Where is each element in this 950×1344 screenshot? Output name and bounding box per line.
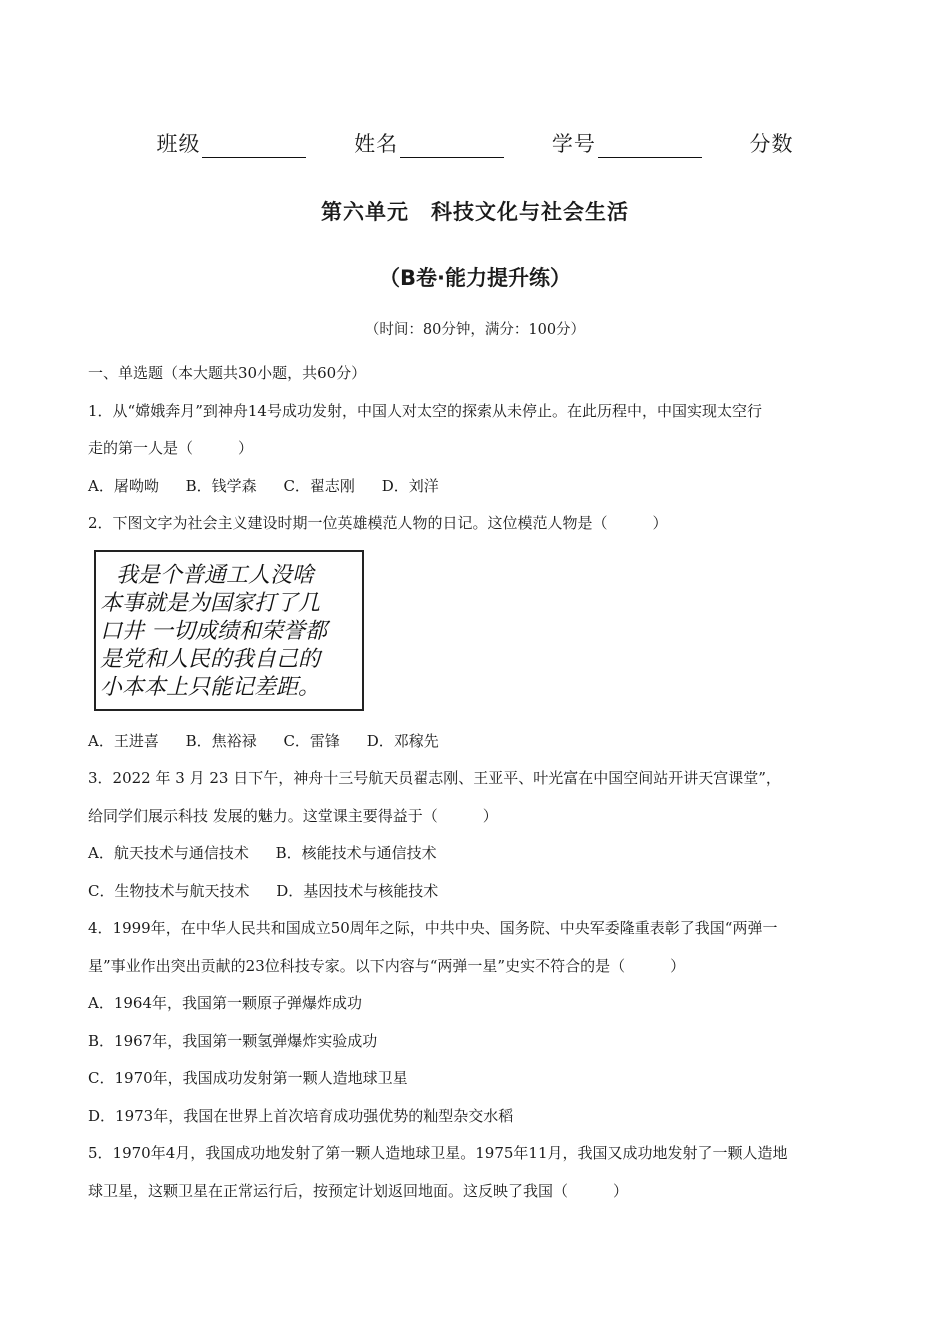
option-d[interactable]: D．1973年，我国在世界上首次培育成功强优势的籼型杂交水稻 xyxy=(88,1106,514,1125)
name-label: 姓名 xyxy=(354,132,399,156)
diary-line: 小本本上只能记差距。 xyxy=(100,674,321,700)
student-id-blank[interactable] xyxy=(598,137,702,158)
unit-title: 第六单元 科技文化与社会生活 xyxy=(321,200,629,224)
time-and-score-info: （时间：80分钟，满分：100分） xyxy=(364,322,586,338)
question-stem-line: 4．1999年，在中华人民共和国成立50周年之际，中共中央、国务院、中央军委隆重表彰了我国“两弹一 xyxy=(88,919,778,937)
question-stem-line: 1．从“嫦娥奔月”到神舟14号成功发射，中国人对太空的探索从未停止。在此历程中，中国实现太空行 xyxy=(88,401,762,420)
option-row xyxy=(88,873,868,911)
option-a[interactable]: A．航天技术与通信技术 xyxy=(88,844,249,862)
diary-handwriting xyxy=(96,552,362,709)
student-info-row xyxy=(0,128,950,158)
question-1 xyxy=(88,393,868,506)
option-d[interactable]: D．刘洋 xyxy=(381,476,439,495)
class-field xyxy=(156,128,306,158)
question-5 xyxy=(88,1135,868,1210)
score-field xyxy=(750,128,794,158)
paper-subtitle: （B卷·能力提升练） xyxy=(379,266,571,290)
student-id-label: 学号 xyxy=(551,132,596,156)
diary-line: 我是个普通工人没啥 xyxy=(116,562,315,588)
option-b[interactable]: B．核能技术与通信技术 xyxy=(275,844,437,862)
question-stem-line: 走的第一人是（ ） xyxy=(88,439,254,457)
option-c[interactable]: C．雷锋 xyxy=(283,731,340,750)
option-a[interactable]: A．王进喜 xyxy=(88,731,159,750)
diary-line: 口井 一切成绩和荣誉都 xyxy=(100,618,327,644)
question-stem-line: 球卫星，这颗卫星在正常运行后，按预定计划返回地面。这反映了我国（ ） xyxy=(88,1181,629,1200)
option-c[interactable]: C．翟志刚 xyxy=(283,476,355,495)
handwritten-diary-image xyxy=(94,550,364,711)
class-label: 班级 xyxy=(156,132,201,156)
student-id-field xyxy=(552,128,702,158)
section-heading: 一、单选题（本大题共30小题，共60分） xyxy=(88,364,367,382)
option-b[interactable]: B．焦裕禄 xyxy=(185,731,257,750)
option-d[interactable]: D．基因技术与核能技术 xyxy=(276,881,439,900)
option-row xyxy=(88,723,868,761)
question-stem-line: 2．下图文字为社会主义建设时期一位英雄模范人物的日记。这位模范人物是（ ） xyxy=(88,514,668,532)
option-b[interactable]: B．钱学森 xyxy=(185,476,257,495)
question-4 xyxy=(88,910,868,1135)
class-blank[interactable] xyxy=(202,137,306,158)
option-c[interactable]: C．生物技术与航天技术 xyxy=(88,881,250,900)
option-row xyxy=(88,835,868,873)
question-stem-line: 5．1970年4月，我国成功地发射了第一颗人造地球卫星。1975年11月，我国又成功地发射了一颗人造地 xyxy=(88,1144,788,1162)
option-d[interactable]: D．邓稼先 xyxy=(366,731,439,750)
question-3 xyxy=(88,760,868,910)
option-a[interactable]: A．屠呦呦 xyxy=(88,476,159,495)
diary-line: 是党和人民的我自己的 xyxy=(100,646,321,672)
score-label: 分数 xyxy=(749,132,794,156)
name-blank[interactable] xyxy=(400,137,504,158)
question-2 xyxy=(88,505,868,760)
option-row xyxy=(88,468,868,506)
diary-line: 本事就是为国家打了几 xyxy=(100,590,321,616)
option-b[interactable]: B．1967年，我国第一颗氢弹爆炸实验成功 xyxy=(88,1031,378,1050)
question-stem-line: 给同学们展示科技 发展的魅力。这堂课主要得益于（ ） xyxy=(88,806,498,825)
option-c[interactable]: C．1970年，我国成功发射第一颗人造地球卫星 xyxy=(88,1069,408,1087)
question-stem-line: 3．2022 年 3 月 23 日下午，神舟十三号航天员翟志刚、王亚平、叶光富在中国空间站开讲天宫课堂”， xyxy=(88,769,781,787)
option-a[interactable]: A．1964年，我国第一颗原子弹爆炸成功 xyxy=(88,994,363,1012)
question-stem-line: 星”事业作出突出贡献的23位科技专家。以下内容与“两弹一星”史实不符合的是（ ） xyxy=(88,956,686,975)
name-field xyxy=(354,128,504,158)
questions-section xyxy=(88,355,868,1210)
